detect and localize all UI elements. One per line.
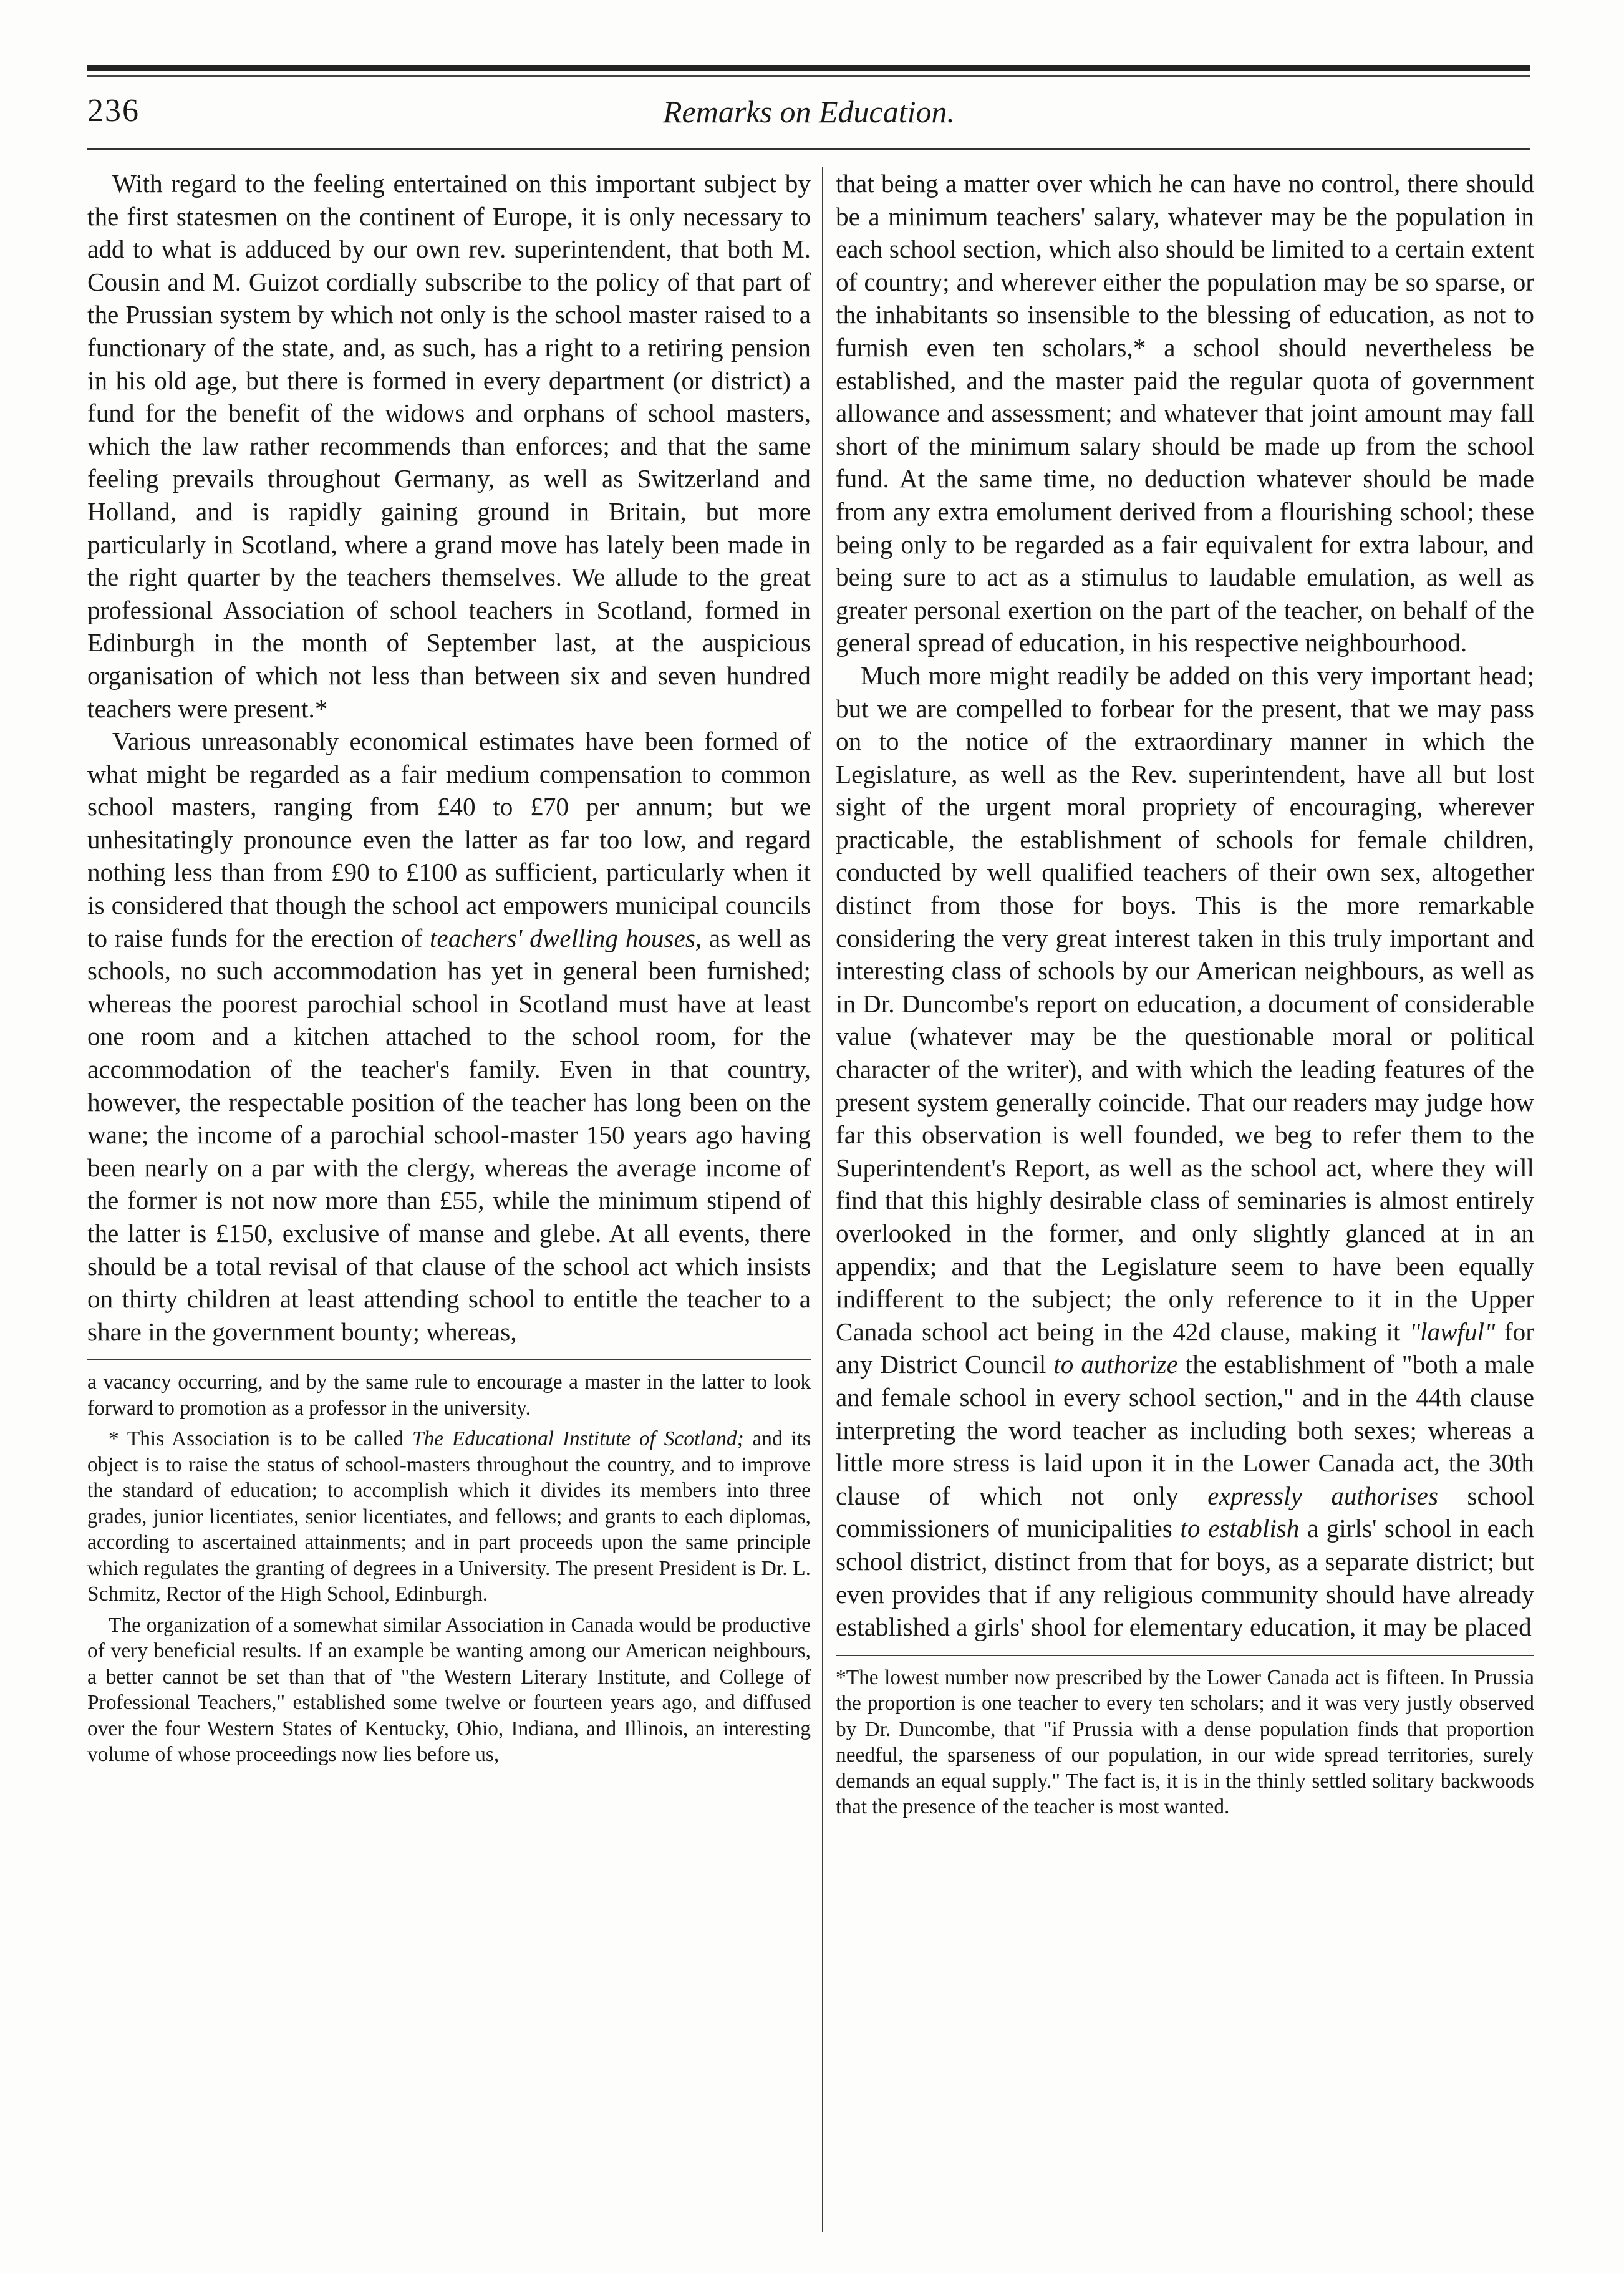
right-paragraph-2-italic-establish: to establish (1180, 1514, 1300, 1543)
right-paragraph-2-italic-authorize: to authorize (1053, 1350, 1178, 1379)
footnote-star-italic: The Educational Institute of Scotland; (412, 1427, 744, 1451)
top-rule (87, 65, 1530, 71)
footnote-continuation: a vacancy occurring, and by the same rule to encourage a master in the latter to look forward to promotion as a professor in the university. (87, 1370, 811, 1420)
left-paragraph-2-italic: teachers' dwelling houses, (429, 923, 702, 952)
right-paragraph-2-text-e: a girls' school in each school district, distinct from that for boys, as a separate district; but even provides that if any religious community should have already established a girls' shool for elementary education, it may be placed (836, 1514, 1535, 1642)
left-footnotes (87, 1369, 811, 1768)
running-title: Remarks on Education. (663, 94, 955, 129)
footnote-star-text-b: and its object is to raise the status of school-masters throughout the country, and to improve the standard of education; to accomplish which it divides its members into three grades, junior licentiates, senior licentiates, and fellows; and grants to each diplomas, according to ascertained attainments; and in part proceeds upon the same principle which regulates the granting of degrees in a University. The present President is Dr. L. Schmitz, Rector of the High School, Edinburgh. (87, 1427, 811, 1606)
left-paragraph-2-text-a: Various unreasonably economical estimates have been formed of what might be regarded as a fair medium compensation to common school masters, ranging from £40 to £70 per annum; but we unhesitatingly pronounce even the latter as far too low, and regard nothing less than from £90 to £100 as sufficient, particularly when it is considered that though the school act empowers municipal councils to raise funds for the erection of (87, 727, 811, 952)
right-paragraph-2-italic-lawful: "lawful" (1409, 1317, 1496, 1346)
left-footnote-rule (87, 1359, 811, 1360)
page-header (87, 92, 1530, 136)
right-paragraph-2 (836, 659, 1534, 1644)
right-footnotes (836, 1665, 1534, 1820)
right-footnote: *The lowest number now prescribed by the Lower Canada act is fifteen. In Prussia the proportion is one teacher to every ten scholars; and it was very justly observed by Dr. Duncombe, that "if Prussia with a dense population finds that proportion needful, the sparseness of our population, in our wide spread territories, surely demands an equal supply." The fact is, it is in the thinly settled solitary backwoods that the presence of the teacher is most wanted. (836, 1665, 1534, 1819)
footnote-organization: The organization of a somewhat similar Association in Canada would be productive of very beneficial results. If an example be wanting among our American neighbours, a better cannot be set than that of "the Western Literary Institute, and College of Professional Teachers," established some twelve or fourteen years ago, and diffused over the four Western States of Kentucky, Ohio, Indiana, and Illinois, an interesting volume of whose proceedings now lies before us, (87, 1613, 811, 1767)
top-rule-thin (87, 75, 1530, 77)
footnote-star (87, 1426, 811, 1607)
right-paragraph-2-italic-authorises: expressly authorises (1207, 1481, 1438, 1510)
right-column (836, 167, 1534, 1825)
page-number: 236 (87, 93, 140, 128)
left-paragraph-1: With regard to the feeling entertained on this important subject by the first statesmen on the continent of Europe, it is only necessary to add to what is adduced by our own rev. superintendent, that both M. Cousin and M. Guizot cordially subscribe to the policy of that part of the Prussian system by which not only is the school master raised to a functionary of the state, and, as such, has a right to a retiring pension in his old age, but there is formed in every department (or district) a fund for the benefit of the widows and orphans of school masters, which the law rather recommends than enforces; and that the same feeling prevails throughout Germany, as well as Switzerland and Holland, and is rapidly gaining ground in Britain, but more particularly in Scotland, where a grand move has lately been made in the right quarter by the teachers themselves. We allude to the great professional Association of school teachers in Scotland, formed in Edinburgh in the month of September last, at the auspicious organisation of which not less than between six and seven hundred teachers were present.* (87, 169, 811, 723)
right-paragraph-2-text-a: Much more might readily be added on this very important head; but we are compelled to forbear for the present, that we may pass on to the notice of the extraordinary manner in which the Legislature, as well as the Rev. superintendent, have all but lost sight of the urgent moral propriety of encouraging, wherever practicable, the establishment of schools for female children, conducted by well qualified teachers of their own sex, altogether distinct from those for boys. This is the more remarkable considering the very great interest taken in this truly important and interesting class of schools by our American neighbours, as well as in Dr. Duncombe's report on education, a document of considerable value (whatever may be the questionable moral or political character of the writer), and with which the leading features of the present system generally coincide. That our readers may judge how far this observation is well founded, we beg to refer them to the Superintendent's Report, as well as the school act, where they will find that this highly desirable class of seminaries is almost entirely overlooked in the former, and only slightly glanced at in an appendix; and that the Legislature seem to have been equally indifferent to the subject; the only reference to it in the Upper Canada school act being in the 42d clause, making it (836, 661, 1534, 1346)
left-column (87, 167, 811, 1773)
header-rule (87, 148, 1530, 150)
right-paragraph-1: that being a matter over which he can have no control, there should be a minimum teachers' salary, whatever may be the population in each school section, which also should be limited to a certain extent of country; and wherever either the population may be so sparse, or the inhabitants so insensible to the blessing of education, as not to furnish even ten scholars,* a school should nevertheless be established, and the master paid the regular quota of government allowance and assessment; and whatever that joint amount may fall short of the minimum salary should be made up from the school fund. At the same time, no deduction whatever should be made from any extra emolument derived from a flourishing school; these being only to be regarded as a fair equivalent for extra labour, and being sure to act as a stimulus to laudable emulation, as well as greater personal exertion on the part of the teacher, on behalf of the general spread of education, in his respective neighbourhood. (836, 169, 1534, 657)
right-paragraph-2-text-c: the establishment of "both a male and female school in every school section," and in the 44th clause interpreting the word teacher as including both sexes; whereas a little more stress is laid upon it in the Lower Canada act, the 30th clause of which not only (836, 1350, 1535, 1510)
footnote-star-text-a: * This Association is to be called (109, 1427, 413, 1451)
left-paragraph-2 (87, 725, 811, 1348)
column-divider (822, 167, 823, 2232)
left-paragraph-2-text-b: as well as schools, no such accommodation has yet in general been furnished; whereas the poorest parochial school in Scotland must have at least one room and a kitchen attached to the school room, for the accommodation of the teacher's family. Even in that country, however, the respectable position of the teacher has long been on the wane; the income of a parochial school-master 150 years ago having been nearly on a par with the clergy, whereas the average income of the former is not now more than £55, while the minimum stipend of the latter is £150, exclusive of manse and glebe. At all events, there should be a total revisal of that clause of the school act which insists on thirty children at least attending school to entitle the teacher to a share in the government bounty; whereas, (87, 923, 811, 1346)
right-footnote-rule (836, 1655, 1534, 1656)
right-paragraph-2-text-d: school commissioners of municipalities (836, 1481, 1534, 1543)
right-paragraph-2-text-b: for any District Council (836, 1317, 1534, 1379)
